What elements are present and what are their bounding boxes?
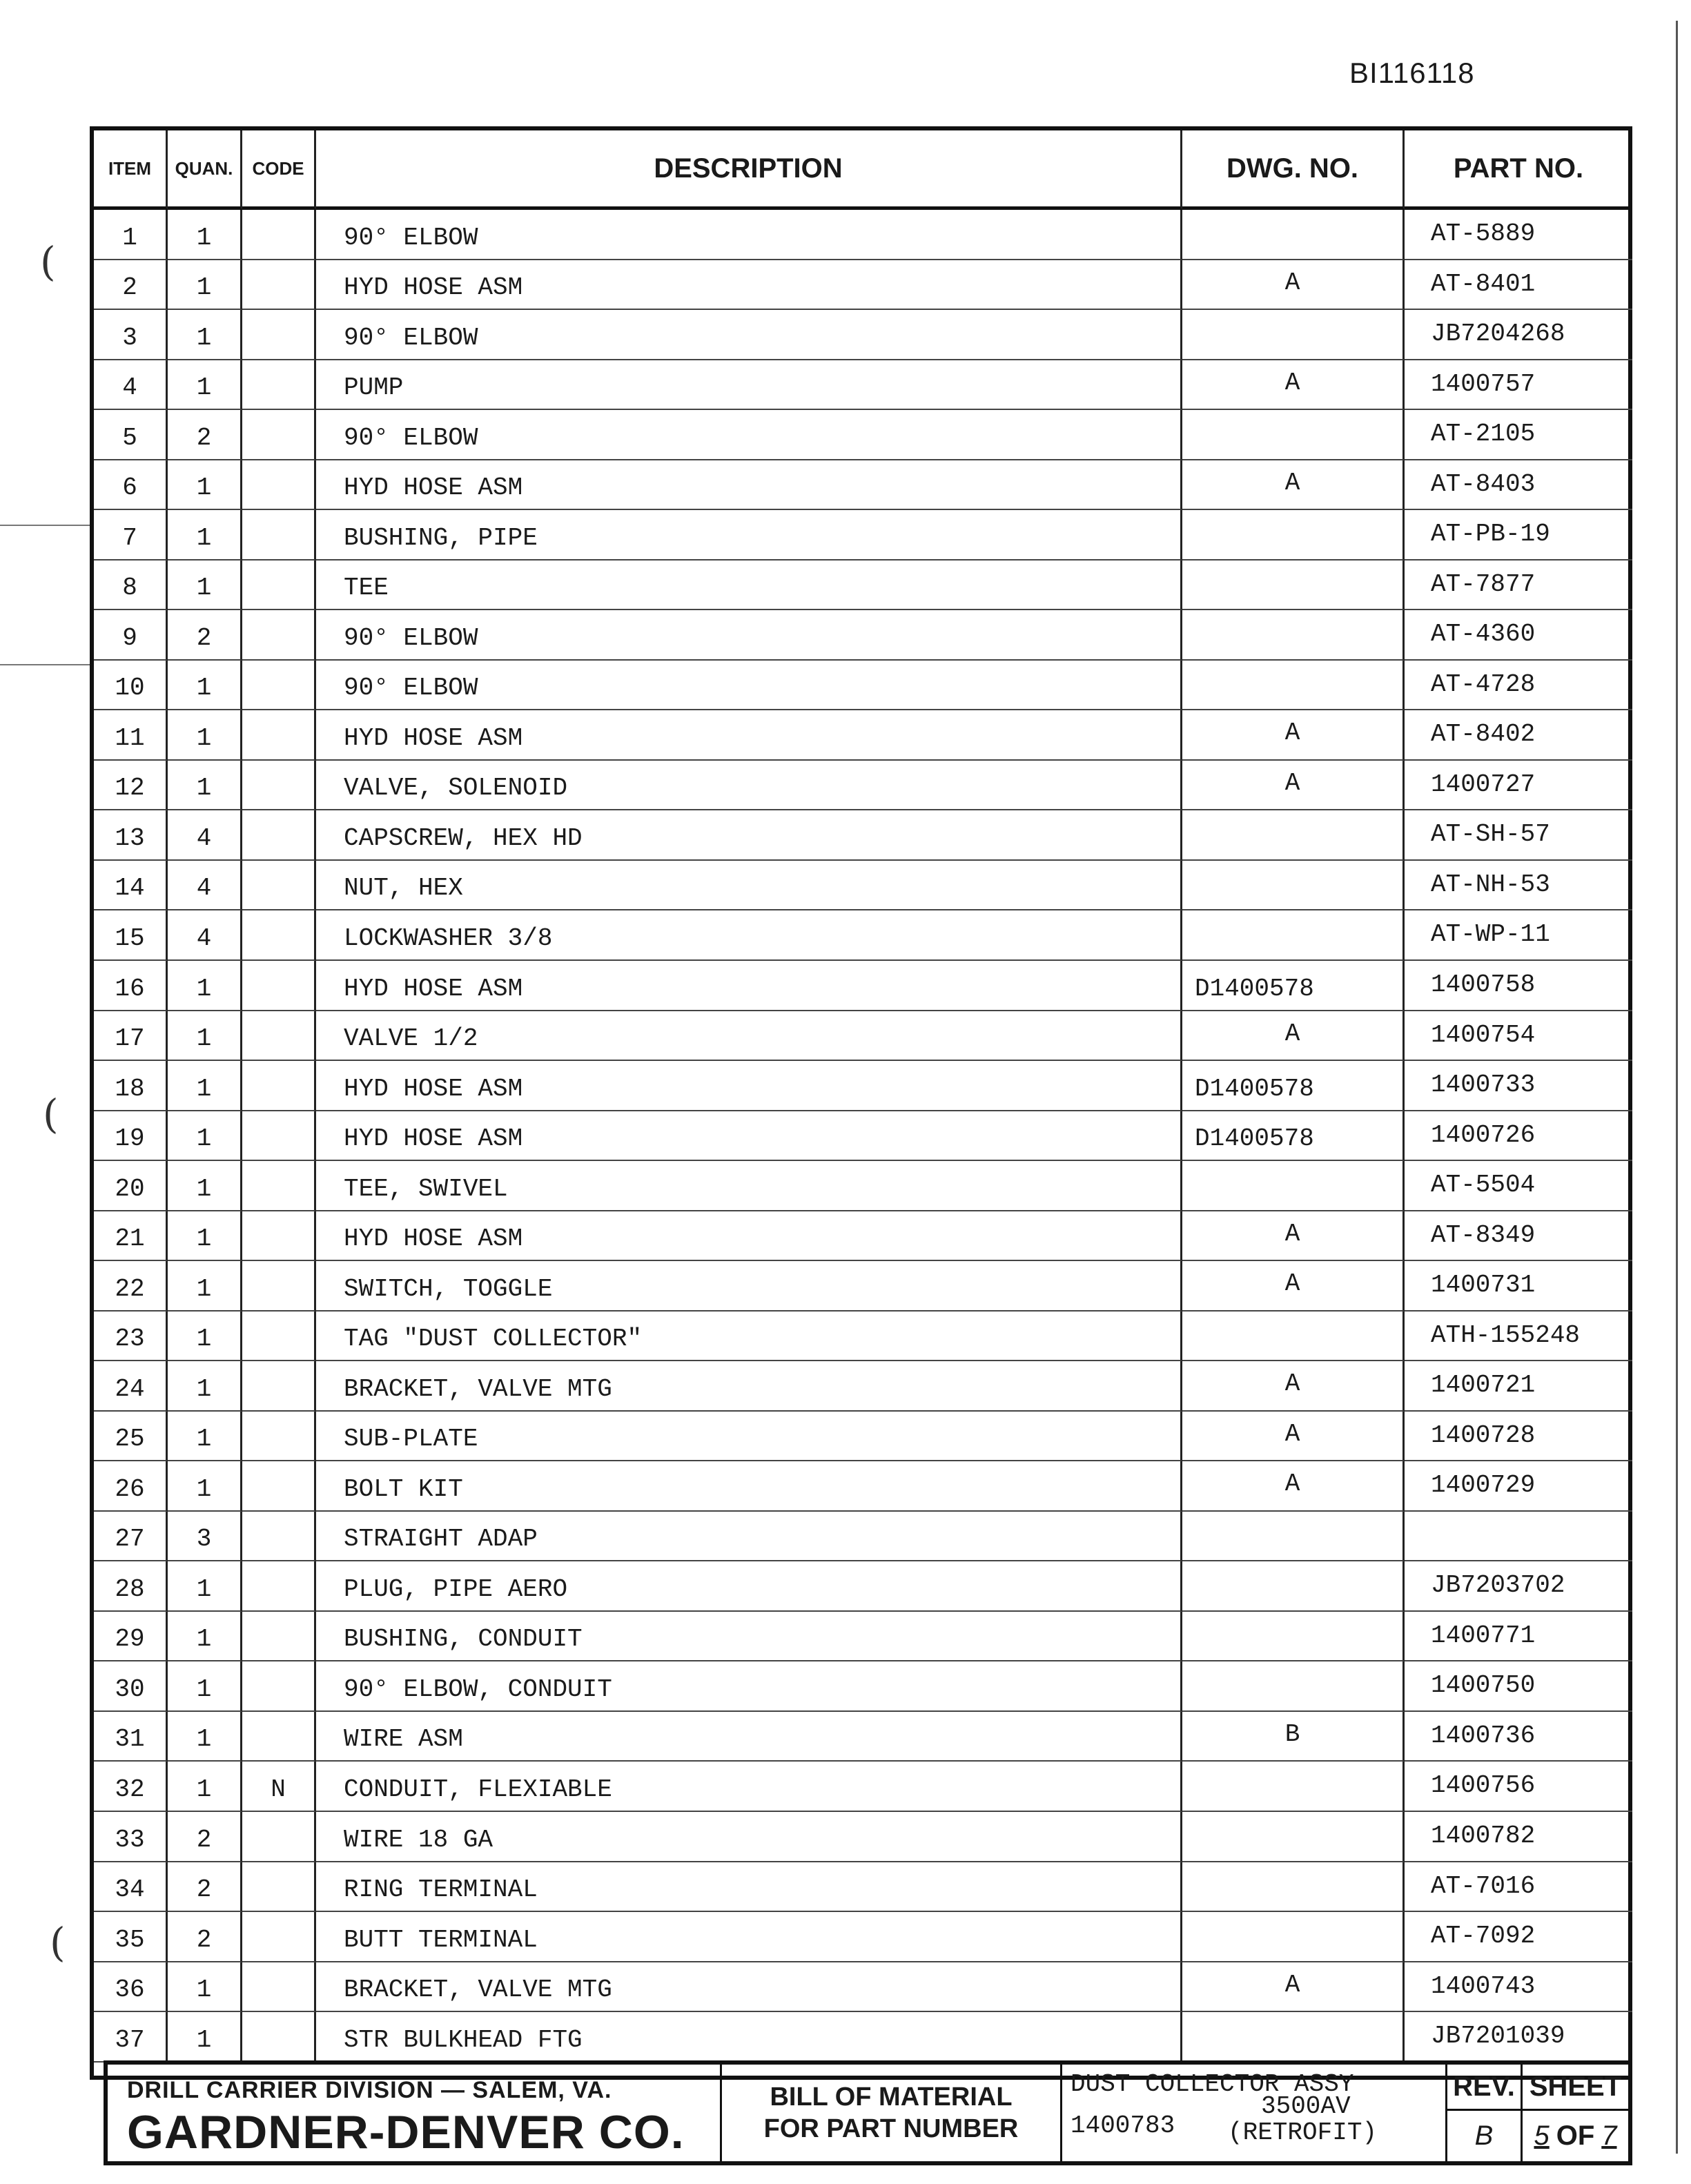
description-cell: TEE, SWIVEL [316,1161,1182,1211]
drawing-number-cell: A [1182,260,1405,311]
code-cell [242,661,316,711]
quantity-cell: 4 [168,861,242,911]
description-cell: BUTT TERMINAL [316,1912,1182,1962]
quantity-cell: 1 [168,1461,242,1512]
part-number-cell: 1400782 [1405,1812,1632,1862]
part-number-cell: 1400757 [1405,360,1632,411]
code-cell: N [242,1762,316,1812]
drawing-number-cell [1182,1862,1405,1913]
item-cell: 24 [94,1361,168,1412]
assembly-model: 3500AV [1261,2092,1351,2120]
sheet-label: SHEET [1523,2065,1628,2111]
code-cell [242,1461,316,1512]
part-number-cell: JB7201039 [1405,2012,1632,2063]
item-cell: 16 [94,961,168,1011]
description-cell: 90° ELBOW [316,310,1182,360]
drawing-number-cell [1182,810,1405,861]
drawing-number-cell [1182,1912,1405,1962]
part-number-cell: 1400771 [1405,1612,1632,1662]
assembly-part-number: 1400783 [1071,2112,1175,2140]
drawing-number-cell: A [1182,710,1405,761]
quantity-cell: 4 [168,810,242,861]
part-number-cell: 1400727 [1405,761,1632,811]
part-number-cell: ATH-155248 [1405,1312,1632,1362]
part-number-cell: AT-4728 [1405,661,1632,711]
description-cell: CONDUIT, FLEXIABLE [316,1762,1182,1812]
drawing-number-cell [1182,1812,1405,1862]
drawing-number-cell [1182,861,1405,911]
part-number-cell: 1400733 [1405,1061,1632,1111]
item-cell: 14 [94,861,168,911]
part-number-cell: AT-8401 [1405,260,1632,311]
item-cell: 21 [94,1211,168,1262]
item-cell: 36 [94,1962,168,2013]
description-cell: TAG "DUST COLLECTOR" [316,1312,1182,1362]
company-name: GARDNER-DENVER CO. [127,2106,685,2158]
drawing-number-cell: A [1182,360,1405,411]
description-cell: SWITCH, TOGGLE [316,1261,1182,1312]
drawing-number-cell: A [1182,761,1405,811]
quantity-cell: 1 [168,961,242,1011]
quantity-cell: 1 [168,1261,242,1312]
quantity-cell: 1 [168,710,242,761]
description-cell: HYD HOSE ASM [316,1111,1182,1162]
part-number-cell: 1400758 [1405,961,1632,1011]
quantity-cell: 1 [168,1211,242,1262]
drawing-number-cell: A [1182,1011,1405,1062]
drawing-number-cell: A [1182,1461,1405,1512]
description-cell: RING TERMINAL [316,1862,1182,1913]
document-number: BI116118 [1349,57,1475,89]
quantity-cell: 1 [168,560,242,611]
drawing-number-cell: A [1182,1962,1405,2013]
punch-hole-mark: ( [50,1919,66,1966]
sheet-of: OF [1556,2120,1595,2151]
header-part-no: PART NO. [1405,130,1632,210]
part-number-cell: AT-8403 [1405,460,1632,511]
description-cell: VALVE 1/2 [316,1011,1182,1062]
code-cell [242,560,316,611]
item-cell: 13 [94,810,168,861]
item-cell: 18 [94,1061,168,1111]
code-cell [242,861,316,911]
code-cell [242,1661,316,1712]
item-cell: 10 [94,661,168,711]
quantity-cell: 1 [168,1962,242,2013]
item-cell: 8 [94,560,168,611]
item-cell: 1 [94,210,168,260]
drawing-number-cell [1182,910,1405,961]
code-cell [242,310,316,360]
item-cell: 11 [94,710,168,761]
quantity-cell: 1 [168,1161,242,1211]
part-number-cell: 1400750 [1405,1661,1632,1712]
code-cell [242,1261,316,1312]
drawing-number-cell: B [1182,1712,1405,1762]
punch-hole-mark: ( [40,238,56,285]
part-number-cell: 1400756 [1405,1762,1632,1812]
drawing-number-cell [1182,310,1405,360]
part-number-cell: 1400721 [1405,1361,1632,1412]
quantity-cell: 1 [168,310,242,360]
part-number-cell: AT-7877 [1405,560,1632,611]
drawing-number-cell: A [1182,1412,1405,1462]
quantity-cell: 1 [168,1661,242,1712]
part-number-cell: AT-SH-57 [1405,810,1632,861]
code-cell [242,1712,316,1762]
description-cell: HYD HOSE ASM [316,260,1182,311]
assembly-title-block [1062,2065,1447,2161]
part-number-cell: AT-2105 [1405,410,1632,460]
drawing-number-cell [1182,1561,1405,1612]
code-cell [242,1011,316,1062]
quantity-cell: 2 [168,410,242,460]
page-edge-line [1676,21,1678,2154]
description-cell: WIRE 18 GA [316,1812,1182,1862]
description-cell: NUT, HEX [316,861,1182,911]
drawing-number-cell [1182,1762,1405,1812]
quantity-cell: 1 [168,360,242,411]
code-cell [242,761,316,811]
description-cell: VALVE, SOLENOID [316,761,1182,811]
quantity-cell: 4 [168,910,242,961]
revision-value: B [1474,2120,1494,2151]
quantity-cell: 1 [168,1312,242,1362]
item-cell: 2 [94,260,168,311]
part-number-cell: AT-7016 [1405,1862,1632,1913]
description-cell: BOLT KIT [316,1461,1182,1512]
part-number-cell: AT-NH-53 [1405,861,1632,911]
quantity-cell: 1 [168,1561,242,1612]
punch-hole-mark: ( [43,1091,59,1138]
description-cell: BUSHING, PIPE [316,510,1182,560]
item-cell: 22 [94,1261,168,1312]
revision-label: REV. [1447,2065,1521,2111]
drawing-number-cell [1182,560,1405,611]
item-cell: 37 [94,2012,168,2063]
item-cell: 32 [94,1762,168,1812]
code-cell [242,961,316,1011]
drawing-number-cell [1182,610,1405,661]
code-cell [242,510,316,560]
drawing-number-cell [1182,410,1405,460]
drawing-number-cell [1182,210,1405,260]
part-number-cell: JB7203702 [1405,1561,1632,1612]
description-cell: 90° ELBOW, CONDUIT [316,1661,1182,1712]
code-cell [242,260,316,311]
code-cell [242,910,316,961]
quantity-cell: 1 [168,761,242,811]
code-cell [242,1962,316,2013]
description-cell: PLUG, PIPE AERO [316,1561,1182,1612]
quantity-cell: 2 [168,610,242,661]
drawing-number-cell [1182,510,1405,560]
drawing-number-cell: A [1182,1361,1405,1412]
revision-block [1447,2065,1523,2161]
part-number-cell: 1400726 [1405,1111,1632,1162]
code-cell [242,2012,316,2063]
description-cell: CAPSCREW, HEX HD [316,810,1182,861]
drawing-number-cell: D1400578 [1182,1111,1405,1162]
header-item: ITEM [94,130,168,210]
item-cell: 33 [94,1812,168,1862]
description-cell: BRACKET, VALVE MTG [316,1962,1182,2013]
item-cell: 28 [94,1561,168,1612]
drawing-number-cell [1182,661,1405,711]
code-cell [242,1812,316,1862]
item-cell: 3 [94,310,168,360]
part-number-cell: 1400736 [1405,1712,1632,1762]
drawing-number-cell: A [1182,1261,1405,1312]
part-number-cell: AT-WP-11 [1405,910,1632,961]
drawing-number-cell [1182,1661,1405,1712]
description-cell: HYD HOSE ASM [316,710,1182,761]
quantity-cell: 1 [168,1762,242,1812]
bom-label-line1: BILL OF MATERIAL [770,2083,1013,2112]
code-cell [242,460,316,511]
description-cell: STRAIGHT ADAP [316,1512,1182,1562]
code-cell [242,1312,316,1362]
drawing-number-cell: D1400578 [1182,961,1405,1011]
part-number-cell: 1400731 [1405,1261,1632,1312]
assembly-title: DUST COLLECTOR ASSY [1071,2070,1354,2098]
code-cell [242,1512,316,1562]
description-cell: HYD HOSE ASM [316,1211,1182,1262]
quantity-cell: 1 [168,260,242,311]
quantity-cell: 3 [168,1512,242,1562]
description-cell: PUMP [316,360,1182,411]
sheet-total: 7 [1601,2120,1617,2151]
quantity-cell: 1 [168,1712,242,1762]
bom-label-block [722,2065,1062,2161]
quantity-cell: 2 [168,1862,242,1913]
part-number-cell: 1400728 [1405,1412,1632,1462]
item-cell: 17 [94,1011,168,1062]
part-number-cell: 1400729 [1405,1461,1632,1512]
header-quan: QUAN. [168,130,242,210]
code-cell [242,210,316,260]
part-number-cell: JB7204268 [1405,310,1632,360]
part-number-cell [1405,1512,1632,1562]
drawing-number-cell [1182,1312,1405,1362]
header-dwg-no: DWG. NO. [1182,130,1405,210]
part-number-cell: 1400754 [1405,1011,1632,1062]
description-cell: SUB-PLATE [316,1412,1182,1462]
item-cell: 7 [94,510,168,560]
drawing-number-cell [1182,1161,1405,1211]
bom-grid [94,130,1628,2063]
quantity-cell: 2 [168,1812,242,1862]
description-cell: 90° ELBOW [316,661,1182,711]
description-cell: BRACKET, VALVE MTG [316,1361,1182,1412]
item-cell: 26 [94,1461,168,1512]
description-cell: 90° ELBOW [316,410,1182,460]
code-cell [242,1111,316,1162]
sheet-block [1523,2065,1628,2161]
code-cell [242,1862,316,1913]
quantity-cell: 1 [168,1612,242,1662]
drawing-number-cell [1182,1512,1405,1562]
part-number-cell: AT-7092 [1405,1912,1632,1962]
code-cell [242,1161,316,1211]
part-number-cell: 1400743 [1405,1962,1632,2013]
part-number-cell: AT-PB-19 [1405,510,1632,560]
quantity-cell: 1 [168,1361,242,1412]
description-cell: 90° ELBOW [316,210,1182,260]
quantity-cell: 1 [168,661,242,711]
code-cell [242,410,316,460]
scan-line [0,664,90,665]
item-cell: 4 [94,360,168,411]
description-cell: WIRE ASM [316,1712,1182,1762]
bom-label-line2: FOR PART NUMBER [763,2114,1019,2143]
drawing-number-cell [1182,1612,1405,1662]
part-number-cell: AT-5889 [1405,210,1632,260]
bill-of-material-table [90,126,1632,2080]
description-cell: BUSHING, CONDUIT [316,1612,1182,1662]
header-description: DESCRIPTION [316,130,1182,210]
code-cell [242,1561,316,1612]
item-cell: 23 [94,1312,168,1362]
scan-line [0,525,90,526]
code-cell [242,1361,316,1412]
code-cell [242,610,316,661]
description-cell: TEE [316,560,1182,611]
item-cell: 35 [94,1912,168,1962]
header-code: CODE [242,130,316,210]
description-cell: 90° ELBOW [316,610,1182,661]
sheet-current: 5 [1534,2120,1550,2151]
description-cell: LOCKWASHER 3/8 [316,910,1182,961]
item-cell: 5 [94,410,168,460]
code-cell [242,1211,316,1262]
item-cell: 20 [94,1161,168,1211]
title-block [104,2060,1632,2165]
code-cell [242,1612,316,1662]
quantity-cell: 1 [168,1412,242,1462]
code-cell [242,360,316,411]
description-cell: HYD HOSE ASM [316,460,1182,511]
item-cell: 30 [94,1661,168,1712]
item-cell: 29 [94,1612,168,1662]
description-cell: HYD HOSE ASM [316,1061,1182,1111]
drawing-number-cell: A [1182,460,1405,511]
quantity-cell: 1 [168,1011,242,1062]
item-cell: 9 [94,610,168,661]
code-cell [242,810,316,861]
division-name: DRILL CARRIER DIVISION — SALEM, VA. [127,2077,612,2103]
description-cell: STR BULKHEAD FTG [316,2012,1182,2063]
item-cell: 27 [94,1512,168,1562]
company-block [108,2065,722,2161]
drawing-number-cell [1182,2012,1405,2063]
description-cell: HYD HOSE ASM [316,961,1182,1011]
quantity-cell: 1 [168,460,242,511]
code-cell [242,1412,316,1462]
drawing-number-cell: D1400578 [1182,1061,1405,1111]
item-cell: 12 [94,761,168,811]
item-cell: 15 [94,910,168,961]
code-cell [242,710,316,761]
quantity-cell: 2 [168,1912,242,1962]
code-cell [242,1912,316,1962]
item-cell: 6 [94,460,168,511]
item-cell: 31 [94,1712,168,1762]
item-cell: 19 [94,1111,168,1162]
quantity-cell: 1 [168,510,242,560]
item-cell: 25 [94,1412,168,1462]
quantity-cell: 1 [168,2012,242,2063]
part-number-cell: AT-4360 [1405,610,1632,661]
assembly-variant: (RETROFIT) [1228,2118,1378,2147]
sheet-value [1523,2111,1628,2161]
part-number-cell: AT-8349 [1405,1211,1632,1262]
code-cell [242,1061,316,1111]
part-number-cell: AT-8402 [1405,710,1632,761]
quantity-cell: 1 [168,210,242,260]
quantity-cell: 1 [168,1111,242,1162]
drawing-number-cell: A [1182,1211,1405,1262]
quantity-cell: 1 [168,1061,242,1111]
item-cell: 34 [94,1862,168,1913]
part-number-cell: AT-5504 [1405,1161,1632,1211]
